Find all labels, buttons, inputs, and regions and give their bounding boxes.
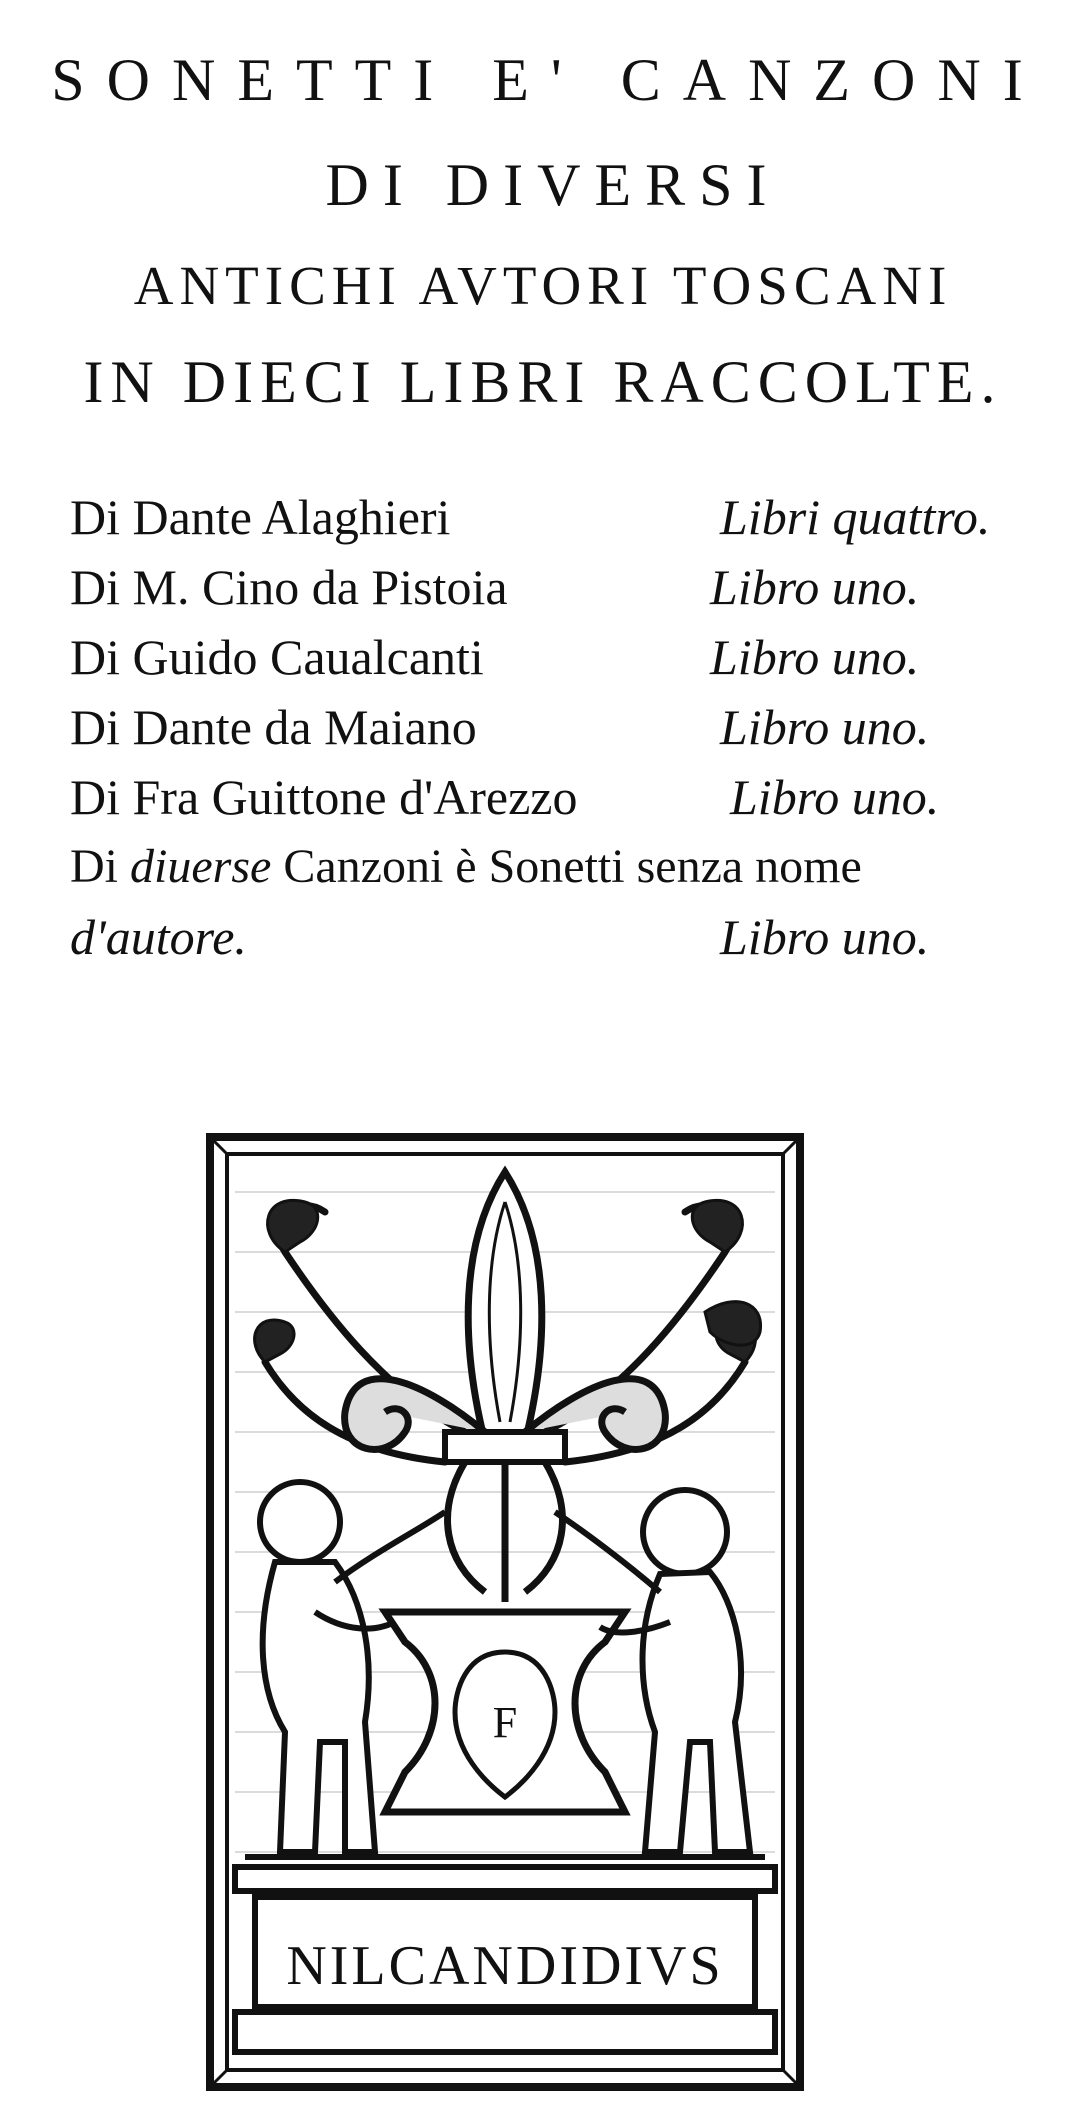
title-line-4: IN DIECI LIBRI RACCOLTE. xyxy=(83,349,1003,415)
contents-books: Libro uno. xyxy=(720,909,930,965)
contents-books: Libro uno. xyxy=(710,629,920,685)
title-line-2: DI DIVERSI xyxy=(325,152,781,218)
contents-row xyxy=(70,482,1060,552)
contents-author: Di Dante Alaghieri xyxy=(70,489,451,545)
contents-author: d'autore. xyxy=(70,909,247,965)
contents-row xyxy=(70,762,1060,832)
contents-books: Libro uno. xyxy=(720,699,930,755)
printers-device xyxy=(205,1132,805,2092)
title-line-3: ANTICHI AVTORI TOSCANI xyxy=(133,255,953,316)
contents-author: Di M. Cino da Pistoia xyxy=(70,559,508,615)
last-entry-prefix: Di xyxy=(70,840,130,893)
last-entry-rest: Canzoni è Sonetti senza nome xyxy=(271,840,862,893)
contents-author: Di Fra Guittone d'Arezzo xyxy=(70,769,578,825)
contents-author xyxy=(70,832,862,902)
contents-row xyxy=(70,552,1060,622)
last-entry-italic: diuerse xyxy=(130,840,272,893)
contents-books: Libro uno. xyxy=(710,559,920,615)
contents-books: Libro uno. xyxy=(730,769,940,825)
contents-author: Di Dante da Maiano xyxy=(70,699,477,755)
contents-row xyxy=(70,622,1060,692)
device-initial: F xyxy=(492,1698,518,1747)
contents-books: Libri quattro. xyxy=(720,489,991,545)
contents-row-full xyxy=(70,832,1060,902)
contents-row xyxy=(70,902,1060,972)
device-motto: NILCANDIDIVS xyxy=(286,1935,724,1997)
title-line-1: SONETTI E' CANZONI xyxy=(51,47,1045,113)
contents-row xyxy=(70,692,1060,762)
contents-author: Di Guido Caualcanti xyxy=(70,629,484,685)
